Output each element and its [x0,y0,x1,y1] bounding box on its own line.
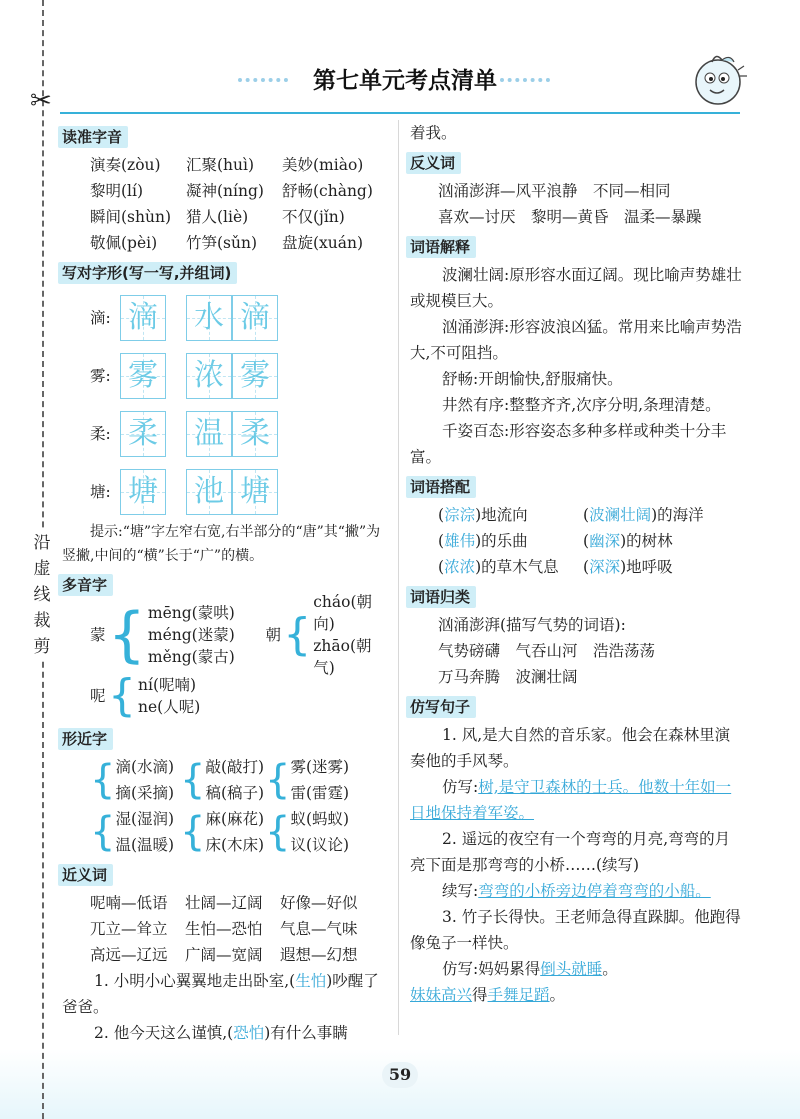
polyphone-group: 蒙 { mēng(蒙哄) méng(迷蒙) měng(蒙古) 朝 { cháo(朝向) zhāo(朝气) [90,593,373,677]
section-title-read: 读准字音 [62,124,126,150]
section-title-poly: 多音字 [62,572,111,598]
brace-icon: { [108,670,136,721]
imitate-question-1: 1. 风,是大自然的音乐家。他会在森林里演奏他的手风琴。 [410,726,731,770]
writing-box: 滴 [232,295,278,341]
sentence-continuation: 着我。 [410,124,457,142]
list-item: 凝神(níng) [186,182,264,200]
collocation-row: (浓浓)的草木气息 (深深)地呼吸 [438,558,673,576]
left-column [62,120,392,1046]
synonym-list: 呢喃—低语 壮阔—辽阔 好像—好似 兀立—耸立 生怕—恐怕 气息—气味 高远—辽远 广阔—宽阔 遐想—幻想 [90,894,358,964]
imitate-answer-1: 仿写:树,是守卫森林的士兵。他数十年如一日地保持着军姿。 [410,778,732,822]
antonym-row: 喜欢—讨厌 黎明—黄昏 温柔—暴躁 [438,208,702,226]
synonym-sentence-1: 1. 小明小心翼翼地走出卧室,(生怕)吵醒了爸爸。 [62,972,379,1016]
brace-icon: { [107,600,146,670]
writing-box: 柔 [232,411,278,457]
imitate-question-3: 3. 竹子长得快。王老师急得直跺脚。他跑得像兔子一样快。 [410,908,741,952]
list-item: 瞬间(shùn) [90,208,171,226]
writing-box: 塘 [232,469,278,515]
writing-tip: 提示:“塘”字左窄右宽,右半部分的“唐”其“撇”为竖撇,中间的“横”长于“广”的横。 [62,524,381,564]
section-title-classify: 词语归类 [410,584,474,610]
writing-row: 塘: 塘 池 塘 [90,464,392,520]
classify-row: 气势磅礴 气吞山河 浩浩荡荡 [438,642,656,660]
section-title-write: 写对字形(写一写,并组词) [62,260,235,286]
section-title-imitate: 仿写句子 [410,694,474,720]
writing-row: 柔: 柔 温 柔 [90,406,392,462]
writing-box: 塘 [120,469,166,515]
page-number: 59 [382,1062,418,1088]
explain-item: 井然有序:整整齐齐,次序分明,条理清楚。 [442,396,721,414]
classify-intro: 汹涌澎湃(描写气势的词语): [438,616,626,634]
brace-icon: { [265,809,291,855]
imitate-answer-4: 妹妹高兴得手舞足蹈。 [410,986,566,1004]
scissors-icon: ✂ [30,86,52,116]
right-column [410,120,745,1008]
list-item: 猎人(liè) [186,208,249,226]
classify-row: 万马奔腾 波澜壮阔 [438,668,578,686]
section-title-collocation: 词语搭配 [410,474,474,500]
brace-icon: { [283,609,312,660]
synonym-sentence-2: 2. 他今天这么谨慎,(恐怕)有什么事瞒 [94,1024,348,1042]
list-item: 汇聚(huì) [186,156,255,174]
writing-box: 水 [186,295,232,341]
explain-item: 汹涌澎湃:形容波浪凶猛。常用来比喻声势浩大,不可阻挡。 [410,318,742,362]
explain-item: 舒畅:开朗愉快,舒服痛快。 [442,370,623,388]
section-title-antonyms: 反义词 [410,150,459,176]
writing-box: 雾 [120,353,166,399]
brace-icon: { [180,757,206,803]
list-item: 敬佩(pèi) [90,234,158,252]
column-divider [398,120,399,1035]
imitate-answer-2: 续写:弯弯的小桥旁边停着弯弯的小船。 [442,882,711,900]
list-item: 不仅(jǐn) [282,208,345,226]
writing-box: 柔 [120,411,166,457]
writing-box: 温 [186,411,232,457]
writing-box: 雾 [232,353,278,399]
writing-row: 雾: 雾 浓 雾 [90,348,392,404]
explain-item: 波澜壮阔:原形容水面辽阔。现比喻声势雄壮或规模巨大。 [410,266,742,310]
section-title-similar: 形近字 [62,726,111,752]
list-item: 黎明(lí) [90,182,144,200]
list-item: 演奏(zòu) [90,156,161,174]
list-item: 竹笋(sǔn) [186,234,258,252]
title-decoration-right [500,78,550,82]
header-rule [60,112,740,114]
cut-label: 沿 虚 线 裁 剪 [28,530,56,660]
section-title-explain: 词语解释 [410,234,474,260]
brace-icon: { [265,757,291,803]
polyphone-group: 呢 { ní(呢喃) ne(人呢) [90,670,201,721]
list-item: 美妙(miào) [282,156,364,174]
brace-icon: { [90,809,116,855]
section-title-synonyms: 近义词 [62,862,111,888]
collocation-row: (雄伟)的乐曲 (幽深)的树林 [438,532,673,550]
writing-row: 滴: 滴 水 滴 [90,290,392,346]
collocation-row: (淙淙)地流向 (波澜壮阔)的海洋 [438,506,704,524]
writing-box: 浓 [186,353,232,399]
pronunciation-list [62,152,392,256]
similar-chars: { 滴(水滴) 摘(采摘) { 敲(敲打) 稿(稿子) { 雾(迷雾) 雷(雷霆) { 湿(湿润) 温(温暖) { 麻(麻花) 床(木床) { 蚁(蚂蚁) 议(议论) [90,757,350,855]
brace-icon: { [180,809,206,855]
mascot-icon [688,50,748,108]
writing-box: 池 [186,469,232,515]
brace-icon: { [90,757,116,803]
explain-item: 千姿百态:形容姿态多种多样或种类十分丰富。 [410,422,727,466]
list-item: 盘旋(xuán) [282,234,364,252]
list-item: 舒畅(chàng) [282,182,373,200]
page-title: 第七单元考点清单 [313,68,497,94]
imitate-question-2: 2. 遥远的夜空有一个弯弯的月亮,弯弯的月亮下面是那弯弯的小桥……(续写) [410,830,731,874]
antonym-row: 汹涌澎湃—风平浪静 不同—相同 [438,182,671,200]
writing-box: 滴 [120,295,166,341]
imitate-answer-3: 仿写:妈妈累得倒头就睡。 [442,960,618,978]
